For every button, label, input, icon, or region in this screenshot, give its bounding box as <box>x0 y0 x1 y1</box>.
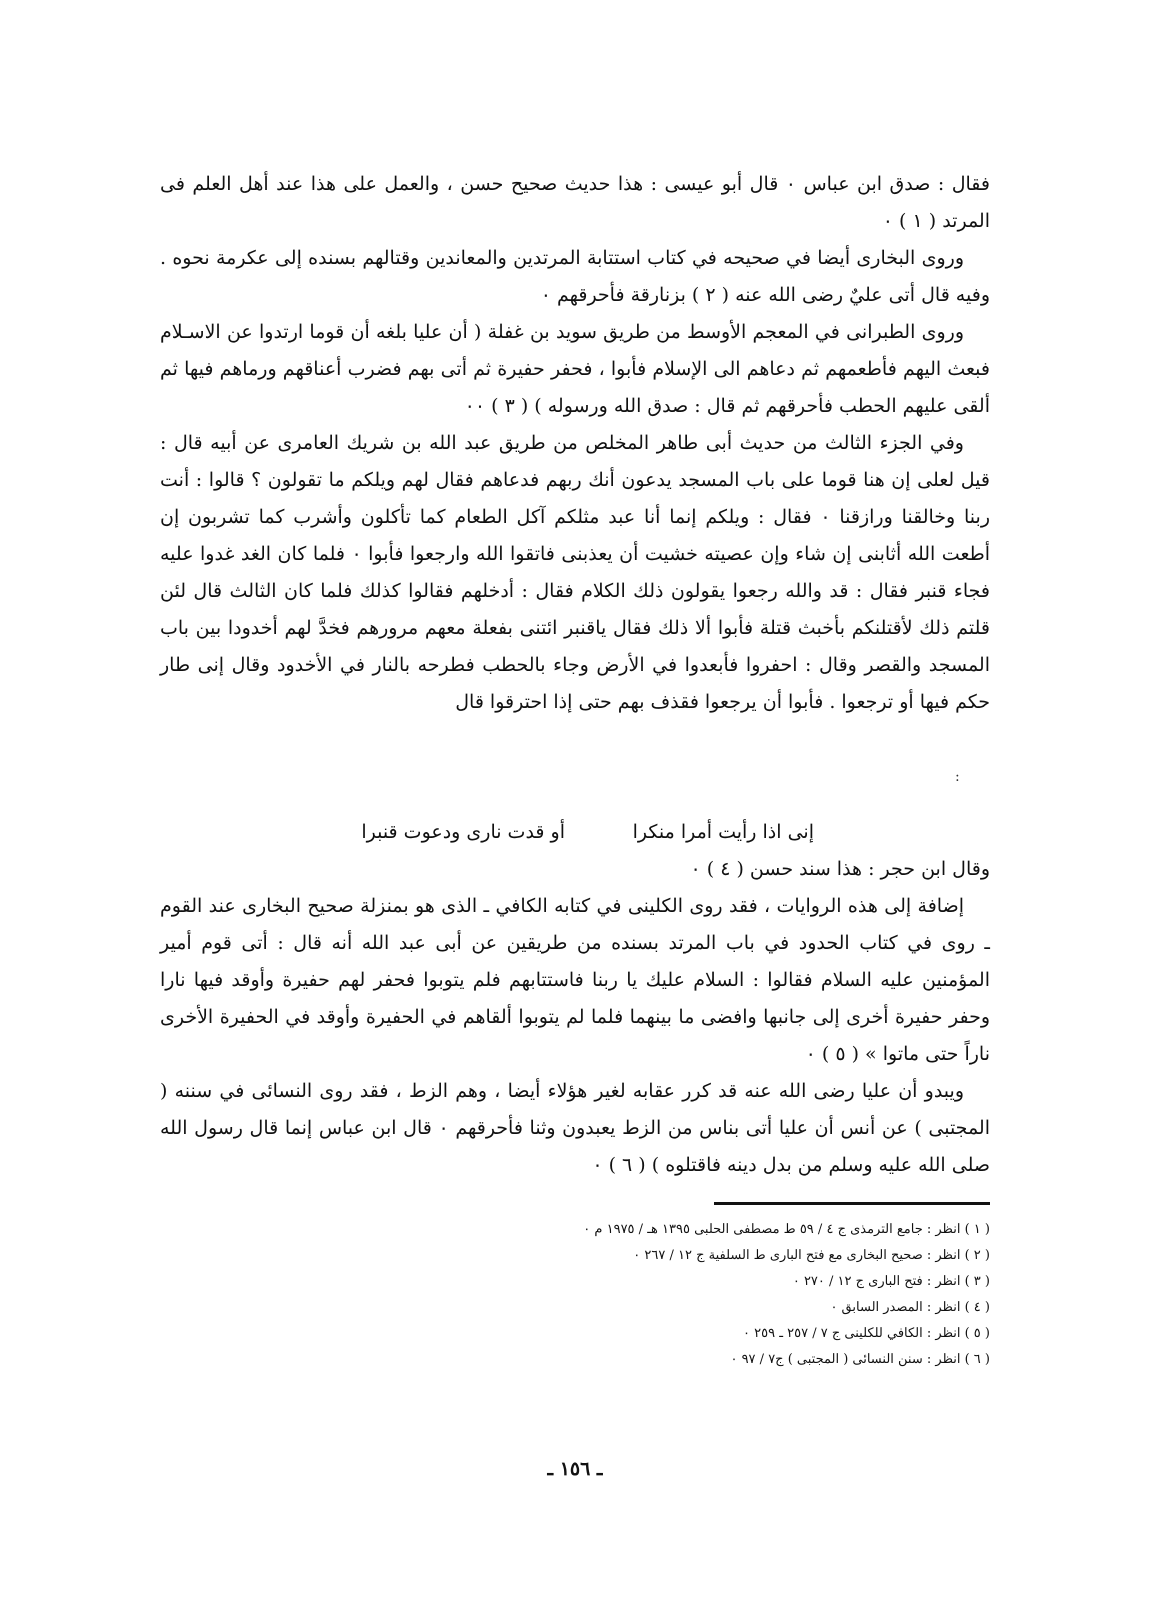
footnote-separator <box>714 1202 990 1205</box>
footnote-1: ( ١ ) انظر : جامع الترمذى ج ٤ / ٥٩ ط مصطفى الحلبى ١٣٩٥ هـ / ١٩٧٥ م ٠ <box>583 1222 990 1237</box>
page-number: ـ ١٥٦ ـ <box>547 1458 603 1480</box>
paragraph-2: وروى البخارى أيضا في صحيحه في كتاب استتابة المرتدين والمعاندين وقتالهم بسنده إلى عكرمة نحوه . وفيه قال أتى عليٌ رضى الله عنه ( ٢ ) بزنارقة فأحرقهم ٠ <box>160 247 990 306</box>
paragraph-7: ويبدو أن عليا رضى الله عنه قد كرر عقابه لغير هؤلاء أيضا ، وهم الزط ، فقد روى النسائى في سننه ( المجتبى ) عن أنس أن عليا أتى بناس من الزط يعبدون وثنا فأحرقهم ٠ قال ابن عباس إنما قال رسول الله صلى الله عليه وسلم من بدل دينه فاقتلوه ) ( ٦ ) ٠ <box>160 1080 990 1176</box>
verse-second-hemistich: أو قدت نارى ودعوت قنبرا <box>361 821 565 843</box>
footnote-2: ( ٢ ) انظر : صحيح البخارى مع فتح البارى ط السلفية ج ١٢ / ٢٦٧ ٠ <box>633 1248 990 1263</box>
poetry-verse <box>160 814 990 851</box>
paragraph-4: وفي الجزء الثالث من حديث أبى طاهر المخلص من طريق عبد الله بن شريك العامرى عن أبيه قال : قيل لعلى إن هنا قوما على باب المسجد يدعون أنك ربهم فدعاهم فقال لهم ويلكم ما تقولون ؟ قالوا : أنت ربنا وخالقنا ورازقنا ٠ فقال : ويلكم إنما أنا عبد مثلكم آكل الطعام كما تأكلون وأشرب كما تشربون إن أطعت الله أثابنى إن شاء وإن عصيته خشيت أن يعذبنى فاتقوا الله وارجعوا فأبوا ٠ فلما كان الغد غدوا عليه فجاء قنبر فقال : قد والله رجعوا يقولون ذلك الكلام فقال : أدخلهم فقالوا كذلك فلما كان الثالث قال لئن قلتم ذلك لأقتلنكم بأخبث قتلة فأبوا ألا ذلك فقال ياقنبر ائتنى بفعلة معهم مرورهم فخدَّ لهم أخدودا بين باب المسجد والقصر وقال : احفروا فأبعدوا في الأرض وجاء بالحطب فطرحه بالنار في الأخدود وقال إنى طار حكم فيها أو ترجعوا . فأبوا أن يرجعوا فقذف بهم حتى إذا احترقوا قال <box>160 432 991 713</box>
paragraph-1: فقال : صدق ابن عباس ٠ قال أبو عيسى : هذا حديث صحيح حسن ، والعمل على هذا عند أهل العلم فى المرتد ( ١ ) ٠ <box>160 173 990 232</box>
paragraph-5: وقال ابن حجر : هذا سند حسن ( ٤ ) ٠ <box>690 858 990 880</box>
main-text-block <box>160 166 990 721</box>
verse-first-hemistich: إنى اذا رأيت أمرا منكرا <box>632 821 814 843</box>
footnote-5: ( ٥ ) انظر : الكافي للكلينى ج ٧ / ٢٥٧ ـ ٢٥٩ ٠ <box>743 1326 990 1341</box>
footnote-6: ( ٦ ) انظر : سنن النسائى ( المجتبى ) ج٧ / ٩٧ ٠ <box>730 1352 990 1367</box>
paragraph-3: وروى الطبرانى في المعجم الأوسط من طريق سويد بن غفلة ( أن عليا بلغه أن قوما ارتدوا عن الاسـلام فبعث اليهم فأطعمهم ثم دعاهم الى الإسلام فأبوا ، فحفر حفيرة ثم أتى بهم فضرب أعناقهم ورماهم فيها ثم ألقى عليهم الحطب فأحرقهم ثم قال : صدق الله ورسوله ) ( ٣ ) ٠٠ <box>160 321 990 417</box>
footnote-3: ( ٣ ) انظر : فتح البارى ج ١٢ / ٢٧٠ ٠ <box>792 1274 990 1289</box>
footnotes <box>420 1217 990 1373</box>
footnote-4: ( ٤ ) انظر : المصدر السابق ٠ <box>830 1300 990 1315</box>
paragraph-6: إضافة إلى هذه الروايات ، فقد روى الكلينى في كتابه الكافي ـ الذى هو بمنزلة صحيح البخارى عند القوم ـ روى في كتاب الحدود في باب المرتد بسنده من طريقين عن أبى عبد الله أنه قال : أتى قوم أمير المؤمنين عليه السلام فقالوا : السلام عليك يا ربنا فاستتابهم فلم يتوبوا فحفر لهم حفيرة وأوقد فيها نارا وحفر حفيرة أخرى إلى جانبها وافضى ما بينهما فلما لم يتوبوا ألقاهم في الحفيرة وأوقد في الحفيرة الأخرى ناراً حتى ماتوا » ( ٥ ) ٠ <box>160 895 990 1065</box>
stray-mark: : <box>955 769 960 785</box>
main-text-block-2 <box>160 851 990 1184</box>
